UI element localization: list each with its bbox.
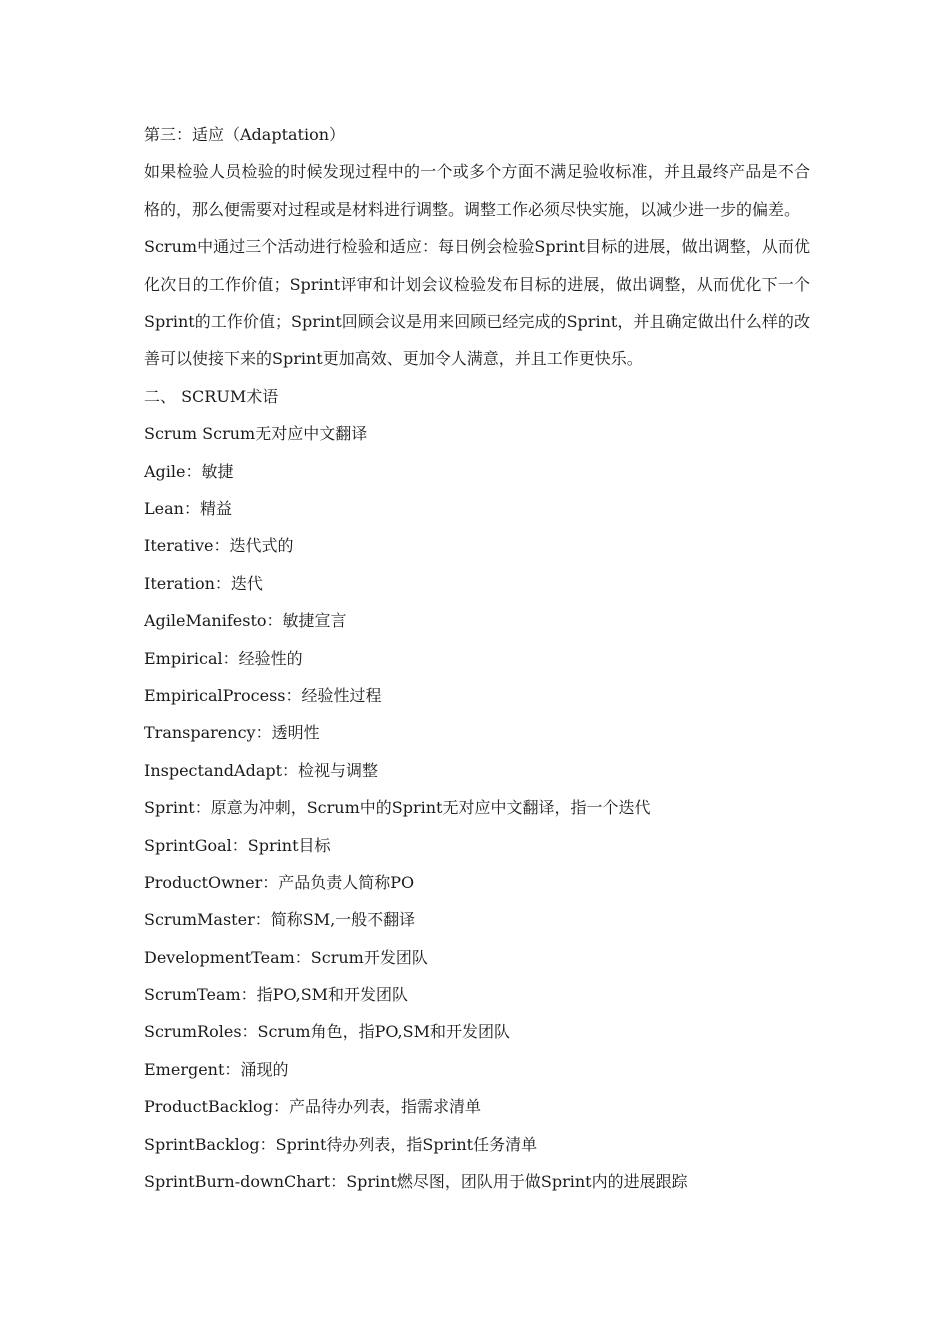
term-name: Agile xyxy=(144,461,186,481)
term-separator: ： xyxy=(266,611,283,631)
term-definition: 产品负责人简称PO xyxy=(278,872,415,892)
term-definition: Scrum无对应中文翻译 xyxy=(202,424,368,444)
term-definition: Scrum角色，指PO,SM和开发团队 xyxy=(257,1022,510,1042)
term-definition: 精益 xyxy=(199,499,232,518)
term-separator: ： xyxy=(259,1134,276,1154)
term-name: InspectandAdapt xyxy=(144,760,283,780)
term-separator: ： xyxy=(240,985,257,1005)
term-definition: 迭代 xyxy=(230,573,263,593)
term-separator: ： xyxy=(213,536,230,556)
term-item xyxy=(144,1051,810,1088)
term-name: Iteration xyxy=(144,573,215,593)
term-item xyxy=(144,1088,810,1125)
term-item xyxy=(144,415,810,452)
scrum-activities-paragraph: Scrum中通过三个活动进行检验和适应：每日例会检验Sprint目标的进展，做出调整，从而优化次日的工作价值；Sprint评审和计划会议检验发布目标的进展，做出调整，从而优化下一个Sprint的工作价值；Sprint回顾会议是用来回顾已经完成的Sprint，并且确定做出什么样的改善可以使接下来的Sprint更加高效、更加令人满意，并且工作更快乐。 xyxy=(144,237,810,369)
term-separator: ： xyxy=(285,685,302,705)
term-name: ScrumRoles xyxy=(144,1022,242,1042)
term-separator: ： xyxy=(254,910,271,930)
term-definition: 经验性的 xyxy=(238,648,303,668)
term-definition: Sprint燃尽图，团队用于做Sprint内的进展跟踪 xyxy=(346,1172,688,1192)
term-name: SprintBurn-downChart xyxy=(144,1172,331,1192)
term-separator: ： xyxy=(294,947,311,967)
term-name: Emergent xyxy=(144,1059,225,1079)
term-item xyxy=(144,677,810,714)
term-name: ProductBacklog xyxy=(144,1097,273,1117)
term-separator: ： xyxy=(255,723,272,743)
term-separator: ： xyxy=(222,648,239,668)
term-name: Scrum xyxy=(144,424,198,444)
term-separator: ： xyxy=(183,499,200,518)
term-definition: 指PO,SM和开发团队 xyxy=(256,985,409,1005)
term-name: Sprint xyxy=(144,798,195,818)
term-definition: 简称SM,一般不翻译 xyxy=(270,910,416,930)
term-item xyxy=(144,752,810,789)
term-item xyxy=(144,565,810,602)
term-name: ScrumMaster xyxy=(144,910,255,930)
adaptation-paragraph: 如果检验人员检验的时候发现过程中的一个或多个方面不满足验收标准，并且最终产品是不合格的，那么便需要对过程或是材料进行调整。调整工作必须尽快实施，以减少进一步的偏差。 xyxy=(144,162,810,219)
term-definition: 敏捷 xyxy=(201,461,234,481)
section-heading-adaptation: 第三：适应（Adaptation） xyxy=(144,125,346,144)
term-item xyxy=(144,1126,810,1163)
term-separator: ： xyxy=(224,1059,241,1079)
term-item xyxy=(144,714,810,751)
term-name: Empirical xyxy=(144,648,223,668)
term-definition: 产品待办列表，指需求清单 xyxy=(288,1097,481,1117)
term-item xyxy=(144,490,810,527)
term-name: AgileManifesto xyxy=(144,611,267,631)
term-separator: ： xyxy=(282,760,299,780)
term-definition: 检视与调整 xyxy=(298,760,379,780)
term-item xyxy=(144,789,810,826)
term-name: ProductOwner xyxy=(144,872,263,892)
term-definition: 透明性 xyxy=(271,723,320,743)
document-body xyxy=(144,116,810,1200)
term-name: SprintBacklog xyxy=(144,1134,260,1154)
term-item xyxy=(144,453,810,490)
term-name: Lean xyxy=(144,499,184,518)
term-definition: 原意为冲刺，Scrum中的Sprint无对应中文翻译，指一个迭代 xyxy=(210,798,651,818)
term-name: Transparency xyxy=(144,723,256,743)
term-separator: ： xyxy=(262,872,279,892)
term-item xyxy=(144,939,810,976)
term-definition: Sprint待办列表，指Sprint任务清单 xyxy=(275,1134,538,1154)
section-heading-terms: 二、 SCRUM术语 xyxy=(144,386,279,406)
term-item xyxy=(144,527,810,564)
term-definition: 迭代式的 xyxy=(229,536,294,556)
term-separator: ： xyxy=(330,1172,347,1192)
term-separator: ： xyxy=(241,1022,258,1042)
term-separator: ： xyxy=(185,461,202,481)
term-separator: ： xyxy=(231,835,248,855)
term-name: DevelopmentTeam xyxy=(144,947,295,967)
term-name: Iterative xyxy=(144,536,214,556)
term-item xyxy=(144,901,810,938)
term-item xyxy=(144,827,810,864)
term-item xyxy=(144,640,810,677)
term-item xyxy=(144,1163,810,1200)
term-separator: ： xyxy=(214,573,231,593)
term-definition: 涌现的 xyxy=(240,1059,289,1079)
term-definition: 经验性过程 xyxy=(301,685,382,705)
term-name: EmpiricalProcess xyxy=(144,685,286,705)
term-item xyxy=(144,864,810,901)
term-definition: Scrum开发团队 xyxy=(310,947,428,967)
term-separator: ： xyxy=(272,1097,289,1117)
term-name: SprintGoal xyxy=(144,835,232,855)
term-name: ScrumTeam xyxy=(144,985,241,1005)
term-item xyxy=(144,976,810,1013)
term-definition: Sprint目标 xyxy=(247,835,331,855)
term-item xyxy=(144,1013,810,1050)
term-definition: 敏捷宣言 xyxy=(282,611,347,631)
term-item xyxy=(144,602,810,639)
term-separator: ： xyxy=(194,798,211,818)
